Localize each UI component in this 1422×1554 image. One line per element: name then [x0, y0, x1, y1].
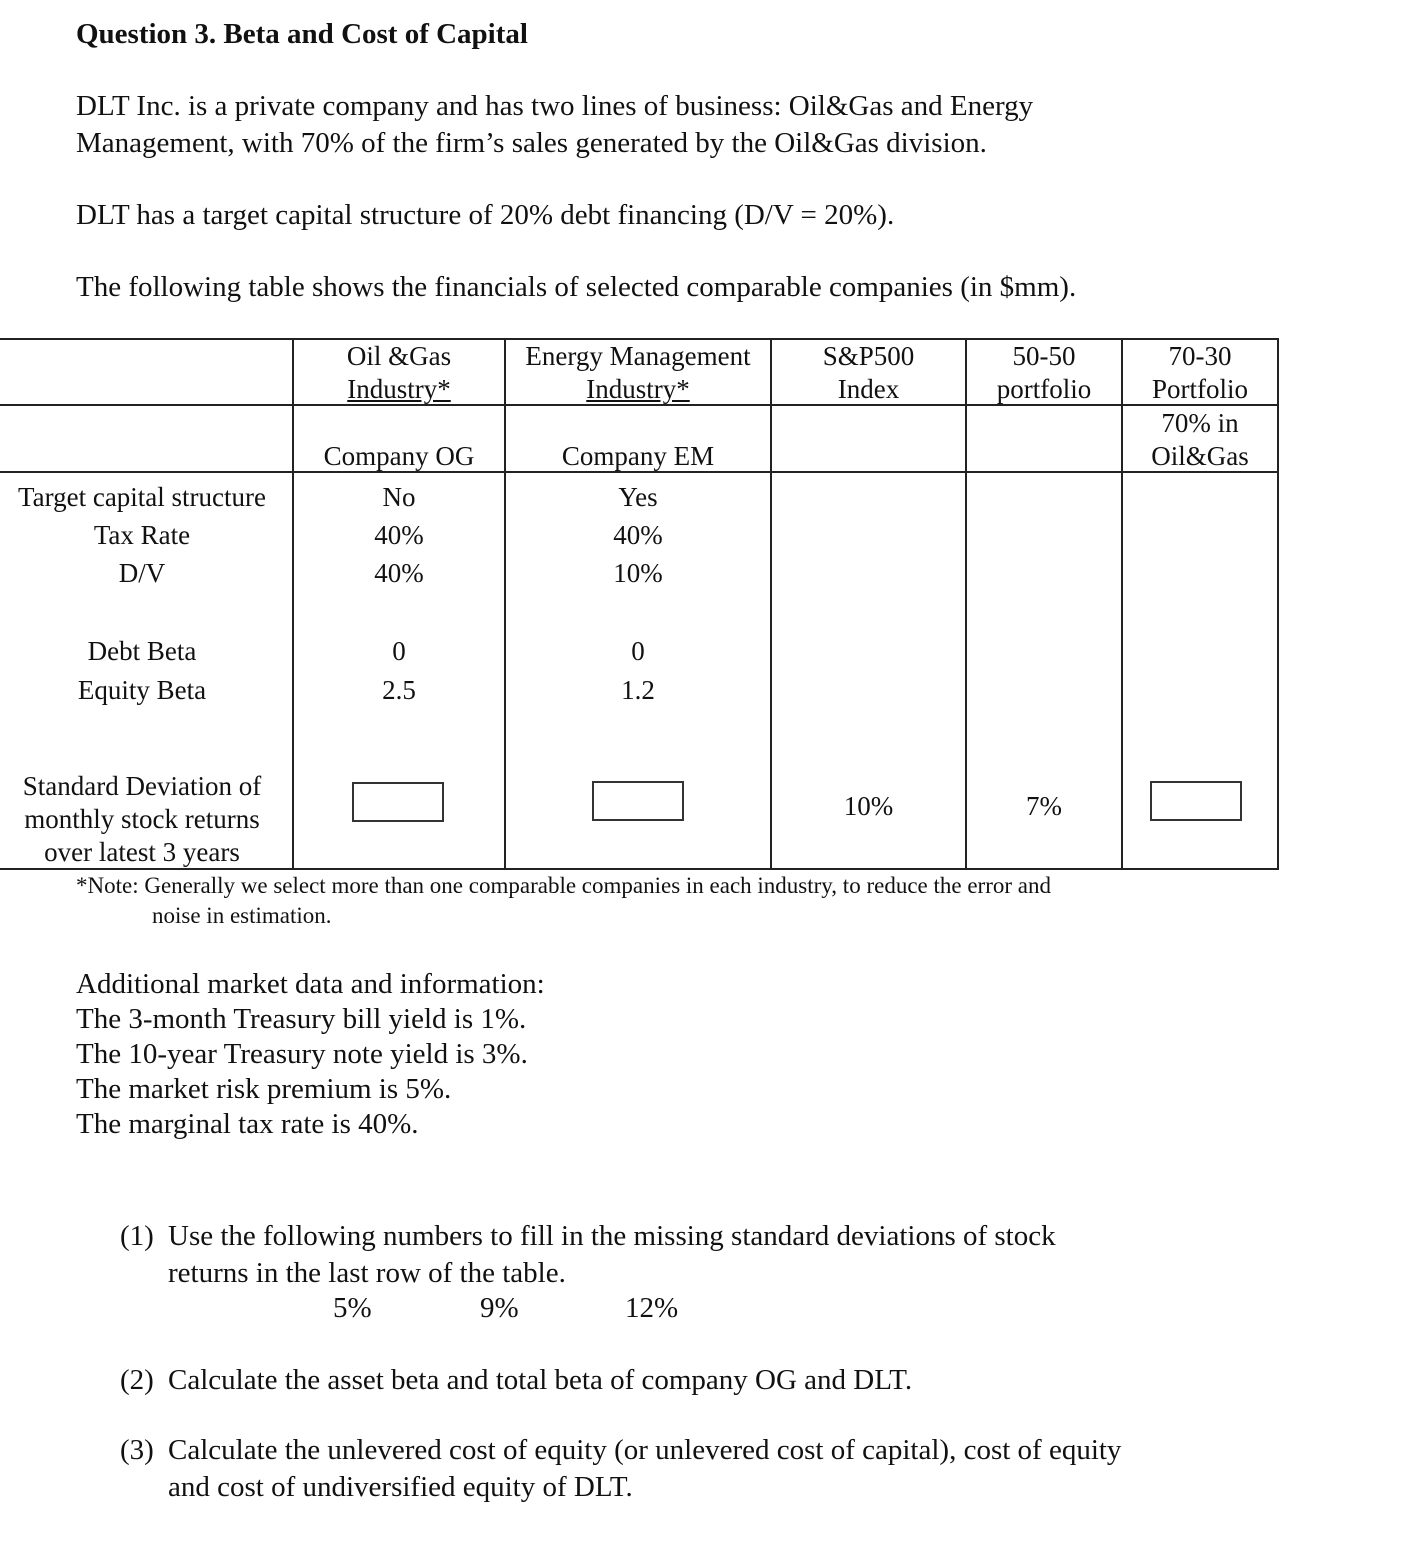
subheader-company-og: Company OG — [323, 441, 475, 471]
header-70-30 — [1123, 340, 1277, 406]
em-dv: 10% — [613, 558, 663, 588]
header-oil-gas-line1: Oil &Gas — [346, 341, 452, 371]
q2-number: (2) — [120, 1364, 154, 1396]
q3-line-2: and cost of undiversified equity of DLT. — [168, 1471, 633, 1503]
header-energy-management — [506, 340, 770, 406]
intro-line-2: Management, with 70% of the firm’s sales generated by the Oil&Gas division. — [76, 127, 987, 159]
em-std-answer-box[interactable] — [592, 781, 684, 821]
header-energy-line1: Energy Management — [525, 341, 751, 371]
og-dv: 40% — [374, 558, 424, 588]
header-70-30-line2: Portfolio — [1151, 374, 1248, 404]
row-label-std-line3: over latest 3 years — [44, 837, 240, 867]
row-label-std-line1: Standard Deviation of — [22, 771, 262, 801]
market-data-block — [76, 967, 545, 1142]
comparables-table — [0, 338, 1279, 870]
row-label-equity-beta: Equity Beta — [77, 675, 207, 705]
question-title: Question 3. Beta and Cost of Capital — [76, 18, 528, 50]
q3-line-1: Calculate the unlevered cost of equity (or unlevered cost of capital), cost of equity — [168, 1434, 1122, 1466]
q1-option-3: 12% — [625, 1292, 679, 1324]
capital-structure-text: DLT has a target capital structure of 20% debt financing (D/V = 20%). — [76, 199, 895, 231]
q2-line-1: Calculate the asset beta and total beta of company OG and DLT. — [168, 1364, 913, 1396]
header-70-30-line1: 70-30 — [1168, 341, 1232, 371]
col-divider-6 — [1277, 338, 1279, 870]
og-target: No — [382, 482, 416, 512]
q3-number: (3) — [120, 1434, 154, 1466]
row-label-std — [0, 770, 284, 869]
market-line-tax: The marginal tax rate is 40%. — [76, 1108, 419, 1140]
header-sp500 — [772, 340, 965, 406]
subheader-70-30-line1: 70% in — [1161, 408, 1239, 438]
table-intro-text: The following table shows the financials of selected comparable companies (in $mm). — [76, 271, 1077, 303]
row-label-dv: D/V — [118, 558, 166, 588]
q1-line-1: Use the following numbers to fill in the missing standard deviations of stock — [168, 1220, 1056, 1252]
col-divider-2 — [504, 338, 506, 870]
row-label-debt-beta: Debt Beta — [87, 636, 197, 666]
em-debt-beta: 0 — [631, 636, 645, 666]
em-target: Yes — [618, 482, 658, 512]
subheader-70-30-line2: Oil&Gas — [1151, 441, 1249, 471]
market-line-mrp: The market risk premium is 5%. — [76, 1073, 452, 1105]
market-data-heading: Additional market data and information: — [76, 968, 545, 1000]
p5050-std: 7% — [1026, 791, 1062, 821]
header-sp500-line1: S&P500 — [822, 341, 915, 371]
table-note-line-2: noise in estimation. — [152, 903, 332, 928]
market-line-tbill: The 3-month Treasury bill yield is 1%. — [76, 1003, 527, 1035]
p7030-std-answer-box[interactable] — [1150, 781, 1242, 821]
subheader-70-30 — [1123, 407, 1277, 473]
col-divider-1 — [292, 338, 294, 870]
sp500-std: 10% — [843, 791, 894, 821]
row-label-tax: Tax Rate — [93, 520, 191, 550]
q1-line-2: returns in the last row of the table. — [168, 1257, 566, 1289]
em-tax: 40% — [613, 520, 663, 550]
og-std-answer-box[interactable] — [352, 782, 444, 822]
header-sp500-line2: Index — [837, 374, 900, 404]
og-debt-beta: 0 — [392, 636, 406, 666]
header-oil-gas — [294, 340, 504, 406]
intro-line-1: DLT Inc. is a private company and has two lines of business: Oil&Gas and Energy — [76, 90, 1034, 122]
row-label-target: Target capital structure — [18, 482, 266, 512]
header-50-50 — [967, 340, 1121, 406]
q1-option-1: 5% — [333, 1292, 372, 1324]
og-equity-beta: 2.5 — [382, 675, 416, 705]
table-note-line-1: *Note: Generally we select more than one comparable companies in each industry, to reduce the error and — [76, 873, 1051, 898]
header-energy-line2: Industry* — [586, 374, 690, 404]
q1-number: (1) — [120, 1220, 154, 1252]
subheader-company-em: Company EM — [561, 441, 715, 471]
em-equity-beta: 1.2 — [621, 675, 655, 705]
row-label-std-line2: monthly stock returns — [24, 804, 260, 834]
header-50-50-line2: portfolio — [996, 374, 1092, 404]
market-line-tnote: The 10-year Treasury note yield is 3%. — [76, 1038, 528, 1070]
q1-option-2: 9% — [480, 1292, 519, 1324]
og-tax: 40% — [374, 520, 424, 550]
header-oil-gas-line2: Industry* — [347, 374, 451, 404]
header-50-50-line1: 50-50 — [1012, 341, 1076, 371]
